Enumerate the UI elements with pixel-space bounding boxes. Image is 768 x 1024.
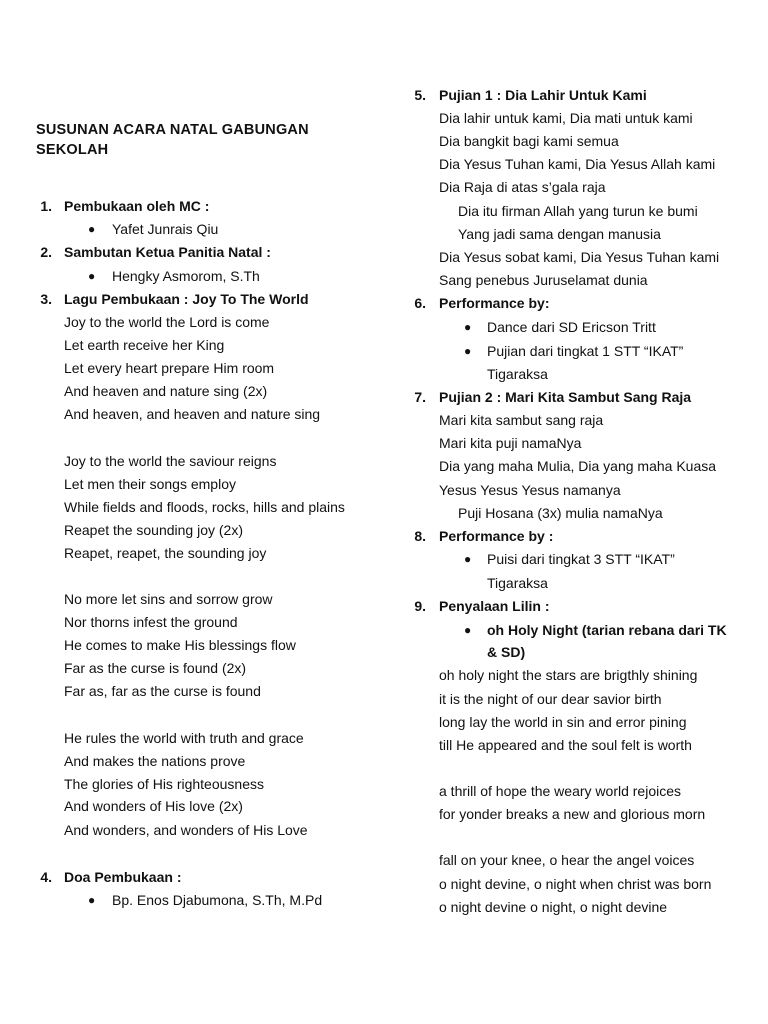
lyric-line: And wonders, and wonders of His Love <box>64 822 308 838</box>
lyric-line: Dia lahir untuk kami, Dia mati untuk kami <box>439 110 693 126</box>
bullet-icon: ● <box>88 269 96 283</box>
lyric-line: And makes the nations prove <box>64 753 246 769</box>
section-heading: Performance by: <box>439 295 550 311</box>
bullet-item-continued: Tigaraksa <box>487 366 548 382</box>
section-heading: Pembukaan oleh MC : <box>64 198 210 214</box>
lyric-line: till He appeared and the soul felt is worth <box>439 737 692 753</box>
bullet-item-continued: & SD) <box>487 644 526 660</box>
lyric-line-indented: Dia itu firman Allah yang turun ke bumi <box>458 203 698 219</box>
bullet-item: Puisi dari tingkat 3 STT “IKAT” <box>487 551 675 567</box>
lyric-line-indented: Puji Hosana (3x) mulia namaNya <box>458 505 663 521</box>
item-number: 1. <box>40 198 52 214</box>
lyric-line: Mari kita sambut sang raja <box>439 412 604 428</box>
lyric-line: it is the night of our dear savior birth <box>439 691 662 707</box>
item-number: 8. <box>414 528 426 544</box>
lyric-line: Far as, far as the curse is found <box>64 683 261 699</box>
lyric-line: for yonder breaks a new and glorious morn <box>439 806 706 822</box>
bullet-icon: ● <box>88 893 96 907</box>
lyric-line: fall on your knee, o hear the angel voices <box>439 852 695 868</box>
item-number: 2. <box>40 244 52 260</box>
lyric-line: Dia Yesus sobat kami, Dia Yesus Tuhan kami <box>439 249 720 265</box>
lyric-line: And heaven, and heaven and nature sing <box>64 406 321 422</box>
item-number: 9. <box>414 598 426 614</box>
section-heading: Doa Pembukaan : <box>64 869 182 885</box>
bullet-item: Dance dari SD Ericson Tritt <box>487 319 656 335</box>
lyric-line: He comes to make His blessings flow <box>64 637 296 653</box>
section-heading: Performance by : <box>439 528 554 544</box>
bullet-item: Bp. Enos Djabumona, S.Th, M.Pd <box>112 892 323 908</box>
bullet-item: Pujian dari tingkat 1 STT “IKAT” <box>487 343 684 359</box>
lyric-line: Nor thorns infest the ground <box>64 614 238 630</box>
lyric-line: oh holy night the stars are brigthly shining <box>439 667 698 683</box>
item-number: 7. <box>414 389 426 405</box>
section-heading: Lagu Pembukaan : Joy To The World <box>64 291 309 307</box>
lyric-line: Reapet the sounding joy (2x) <box>64 522 243 538</box>
lyric-line: And heaven and nature sing (2x) <box>64 383 268 399</box>
lyric-line: long lay the world in sin and error pining <box>439 714 687 730</box>
bullet-icon: ● <box>464 344 472 358</box>
lyric-line: Joy to the world the Lord is come <box>64 314 270 330</box>
item-number: 4. <box>40 869 52 885</box>
section-heading: Pujian 1 : Dia Lahir Untuk Kami <box>439 87 647 103</box>
bullet-item: oh Holy Night (tarian rebana dari TK <box>487 622 727 638</box>
lyric-line: Reapet, reapet, the sounding joy <box>64 545 267 561</box>
bullet-icon: ● <box>464 623 472 637</box>
bullet-icon: ● <box>464 552 472 566</box>
section-heading: Pujian 2 : Mari Kita Sambut Sang Raja <box>439 389 692 405</box>
lyric-line: Let every heart prepare Him room <box>64 360 275 376</box>
lyric-line: o night devine o night, o night devine <box>439 899 668 915</box>
lyric-line: Joy to the world the saviour reigns <box>64 453 277 469</box>
lyric-line: And wonders of His love (2x) <box>64 798 243 814</box>
section-heading: Sambutan Ketua Panitia Natal : <box>64 244 271 260</box>
bullet-icon: ● <box>464 320 472 334</box>
item-number: 6. <box>414 295 426 311</box>
page-title: SUSUNAN ACARA NATAL GABUNGAN SEKOLAH <box>36 122 309 158</box>
lyric-line: Dia bangkit bagi kami semua <box>439 133 619 149</box>
bullet-item: Yafet Junrais Qiu <box>112 221 219 237</box>
lyric-line: Dia Yesus Tuhan kami, Dia Yesus Allah kami <box>439 156 716 172</box>
bullet-item: Hengky Asmorom, S.Th <box>112 268 260 284</box>
lyric-line: He rules the world with truth and grace <box>64 730 304 746</box>
bullet-item-continued: Tigaraksa <box>487 575 548 591</box>
lyric-line: o night devine, o night when christ was born <box>439 876 712 892</box>
lyric-line: No more let sins and sorrow grow <box>64 591 273 607</box>
lyric-line: Dia yang maha Mulia, Dia yang maha Kuasa <box>439 458 717 474</box>
lyric-line: Far as the curse is found (2x) <box>64 660 247 676</box>
lyric-line: Let earth receive her King <box>64 337 225 353</box>
item-number: 5. <box>414 87 426 103</box>
lyric-line-indented: Yang jadi sama dengan manusia <box>458 226 661 242</box>
lyric-line: Yesus Yesus Yesus namanya <box>439 482 621 498</box>
item-number: 3. <box>40 291 52 307</box>
lyric-line: Let men their songs employ <box>64 476 236 492</box>
lyric-line: The glories of His righteousness <box>64 776 264 792</box>
lyric-line: While fields and floods, rocks, hills and plains <box>64 499 345 515</box>
lyric-line: Mari kita puji namaNya <box>439 435 582 451</box>
lyric-line: Dia Raja di atas s’gala raja <box>439 179 606 195</box>
lyric-line: a thrill of hope the weary world rejoices <box>439 783 682 799</box>
section-heading: Penyalaan Lilin : <box>439 598 550 614</box>
lyric-line: Sang penebus Juruselamat dunia <box>439 272 648 288</box>
bullet-icon: ● <box>88 222 96 236</box>
